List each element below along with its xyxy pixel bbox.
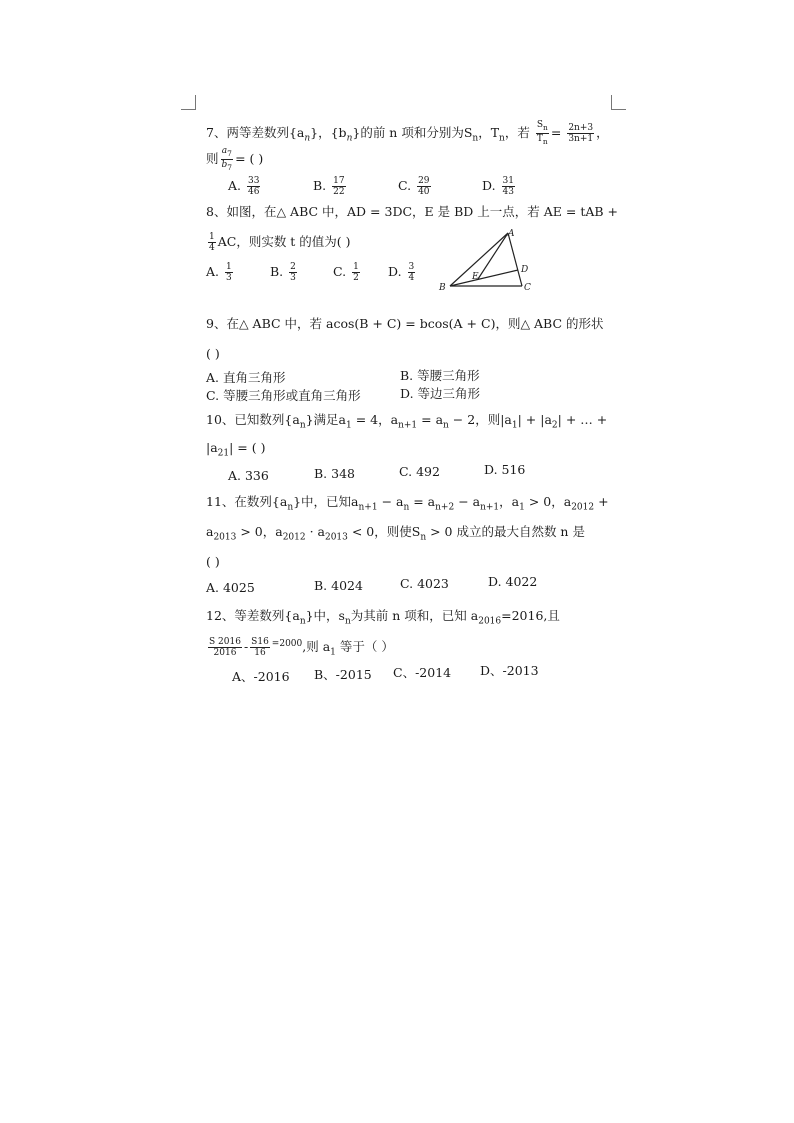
q7-option-b: B. $\frac{17}{22}$ (313, 176, 345, 197)
q7-option-a: A. $\frac{33}{46}$ (228, 176, 260, 197)
q8-option-d: D. $\frac{3}{4}$ (388, 262, 415, 283)
label-b: B (439, 283, 446, 293)
q12-stem-line1: 12、等差数列$\{a_n\}$中，$s_n$为其前 n 项和，已知 $a_{2016}=2016$,且 (206, 608, 560, 627)
q11-option-b: B. 4024 (314, 578, 363, 593)
crop-mark-top-right (611, 95, 626, 110)
q12-option-a: A、-2016 (232, 669, 290, 684)
q10-stem-line2: $|a_{21}|$ = ( ) (206, 440, 266, 459)
q7-question: 则 $\frac{a_7}{b_7}$ = ( ) (206, 146, 264, 172)
label-d: D (521, 265, 529, 275)
q7-rhs-fraction: $\frac{2n+3}{3n+1}$ (568, 122, 594, 144)
q9-option-a: A. 直角三角形 (206, 370, 286, 385)
q9-paren: ( ) (206, 346, 220, 361)
q11-stem-line2: $a_{2013} > 0$，$a_{2012} \cdot a_{2013} < 0$，则使$S_n > 0$ 成立的最大自然数 n 是 (206, 524, 585, 543)
q7-option-d: D. $\frac{31}{43}$ (482, 176, 514, 197)
q7-option-c: C. $\frac{29}{40}$ (398, 176, 430, 197)
q11-option-d: D. 4022 (488, 574, 538, 589)
q8-option-a: A. $\frac{1}{3}$ (206, 262, 232, 283)
q9-option-b: B. 等腰三角形 (400, 368, 480, 383)
q11-option-a: A. 4025 (206, 580, 255, 595)
q10-option-b: B. 348 (314, 466, 355, 481)
q10-stem: 10、已知数列$\{a_n\}$满足$a_1 = 4$，$a_{n+1} = a_n - 2$，则$|a_1| + |a_2|$ + … + (206, 412, 608, 431)
q11-stem-line1: 11、在数列$\{a_n\}$中，已知$a_{n+1} - a_n = a_{n+2} - a_{n+1}$，$a_1 > 0$，$a_{2012}$ + (206, 494, 609, 513)
q8-option-b: B. $\frac{2}{3}$ (270, 262, 296, 283)
q8-option-c: C. $\frac{1}{2}$ (333, 262, 359, 283)
q8-quarter-fraction: $\frac{1}{4}$ (209, 232, 215, 253)
q12-stem-line2: $\frac{S 2016}{2016}$ - $\frac{S16}{16}$ $^{=2000}$,则 $a_1$ 等于（ ） (209, 637, 394, 659)
q7-ratio-fraction: $\frac{S_n}{T_n}$ (536, 120, 548, 146)
q9-option-c: C. 等腰三角形或直角三角形 (206, 388, 361, 403)
q11-option-c: C. 4023 (400, 576, 449, 591)
q12-fraction-1: $\frac{S 2016}{2016}$ (209, 637, 241, 659)
q12-option-d: D、-2013 (480, 663, 539, 678)
q7-ask-fraction: $\frac{a_7}{b_7}$ (221, 146, 233, 172)
q9-stem: 9、在△ ABC 中，若 acos(B + C) = bcos(A + C)，则△ ABC 的形状 (206, 316, 604, 331)
q8-triangle-figure (438, 228, 540, 298)
q12-fraction-2: $\frac{S16}{16}$ (251, 637, 269, 659)
q10-option-c: C. 492 (399, 464, 440, 479)
q7-stem: 7、两等差数列$\{a_n\}$，$\{b_n\}$的前 n 项和分别为$S_n$，$T_n$，若 $\frac{S_n}{T_n}$ = $\frac{2n+3}{3n+1}$ ， (206, 120, 609, 146)
q12-option-b: B、-2015 (314, 667, 372, 682)
q8-stem-line1: 8、如图，在△ ABC 中，AD = 3DC，E 是 BD 上一点，若 AE = tAB + (206, 204, 619, 219)
q12-option-c: C、-2014 (393, 665, 452, 680)
q10-option-a: A. 336 (228, 468, 269, 483)
segment-bd (450, 270, 518, 286)
q9-option-d: D. 等边三角形 (400, 386, 481, 401)
label-e: E (472, 272, 479, 282)
label-c: C (524, 283, 531, 293)
edge-ac (508, 233, 522, 286)
label-a: A (508, 229, 515, 239)
q8-stem-line2: $\frac{1}{4}$ AC，则实数 t 的值为( ) (209, 232, 351, 253)
q11-paren: ( ) (206, 554, 220, 569)
q10-option-d: D. 516 (484, 462, 526, 477)
crop-mark-top-left (181, 95, 196, 110)
